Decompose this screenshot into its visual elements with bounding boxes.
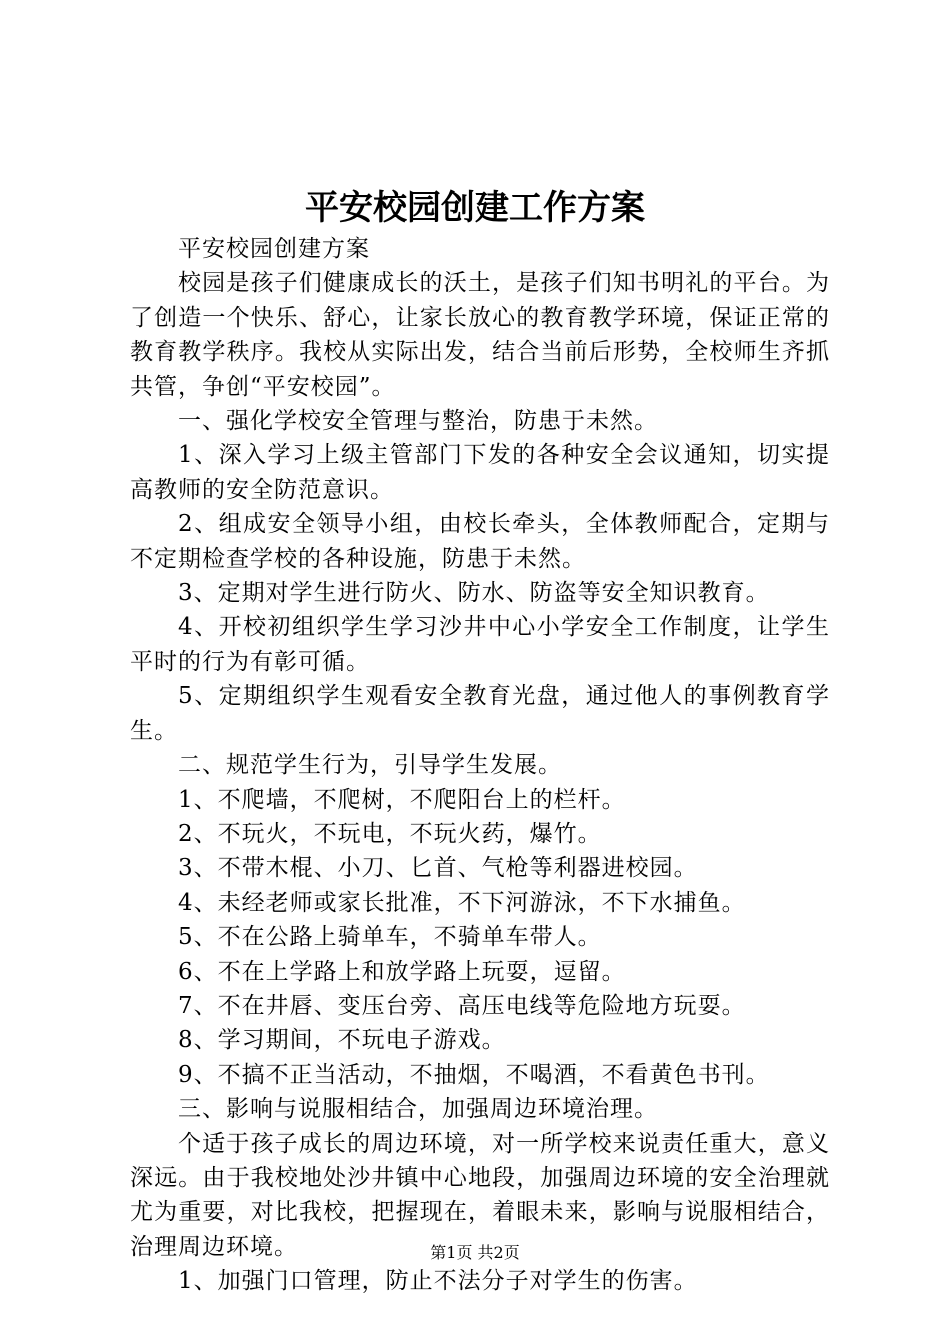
- intro-paragraph: 校园是孩子们健康成长的沃土，是孩子们知书明礼的平台。为了创造一个快乐、舒心，让家长放心的教育教学环境，保证正常的教育教学秩序。我校从实际出发，结合当前后形势，全校师生齐抓共管，争创“平安校园”。: [130, 270, 830, 400]
- document-body: [130, 232, 830, 1299]
- section-heading-1: 一、强化学校安全管理与整治，防患于未然。: [178, 408, 658, 435]
- list-item: 2、组成安全领导小组，由校长牵头，全体教师配合，定期与不定期检查学校的各种设施，防患于未然。: [130, 511, 830, 572]
- list-item: 3、定期对学生进行防火、防水、防盗等安全知识教育。: [178, 580, 770, 607]
- document-title: 平安校园创建工作方案: [305, 188, 645, 228]
- subtitle-paragraph: 平安校园创建方案: [178, 236, 370, 262]
- section-heading-3: 三、影响与说服相结合，加强周边环境治理。: [178, 1096, 658, 1123]
- list-item: 1、不爬墙，不爬树，不爬阳台上的栏杆。: [178, 786, 626, 813]
- list-item: 9、不搞不正当活动，不抽烟，不喝酒，不看黄色书刊。: [178, 1061, 770, 1088]
- list-item: 6、不在上学路上和放学路上玩耍，逗留。: [178, 958, 626, 985]
- body-paragraph: 个适于孩子成长的周边环境，对一所学校来说责任重大，意义深远。由于我校地处沙井镇中心地段，加强周边环境的安全治理就尤为重要，对比我校，把握现在，着眼未来，影响与说服相结合，治理周边环境。: [130, 1130, 830, 1260]
- list-item: 2、不玩火，不玩电，不玩火药，爆竹。: [178, 820, 602, 847]
- list-item: 5、不在公路上骑单车，不骑单车带人。: [178, 924, 602, 951]
- list-item: 1、加强门口管理，防止不法分子对学生的伤害。: [178, 1268, 698, 1295]
- list-item: 7、不在井唇、变压台旁、高压电线等危险地方玩耍。: [178, 992, 746, 1019]
- list-item: 4、开校初组织学生学习沙井中心小学安全工作制度，让学生平时的行为有彰可循。: [130, 614, 830, 675]
- list-item: 3、不带木棍、小刀、匕首、气枪等利器进校园。: [178, 855, 698, 882]
- list-item: 8、学习期间，不玩电子游戏。: [178, 1027, 506, 1054]
- page-footer: 第1页 共2页: [430, 1243, 520, 1262]
- list-item: 4、未经老师或家长批准，不下河游泳，不下水捕鱼。: [178, 889, 746, 916]
- list-item: 1、深入学习上级主管部门下发的各种安全会议通知，切实提高教师的安全防范意识。: [130, 442, 830, 503]
- list-item: 5、定期组织学生观看安全教育光盘，通过他人的事例教育学生。: [130, 683, 830, 744]
- section-heading-2: 二、规范学生行为，引导学生发展。: [178, 752, 562, 779]
